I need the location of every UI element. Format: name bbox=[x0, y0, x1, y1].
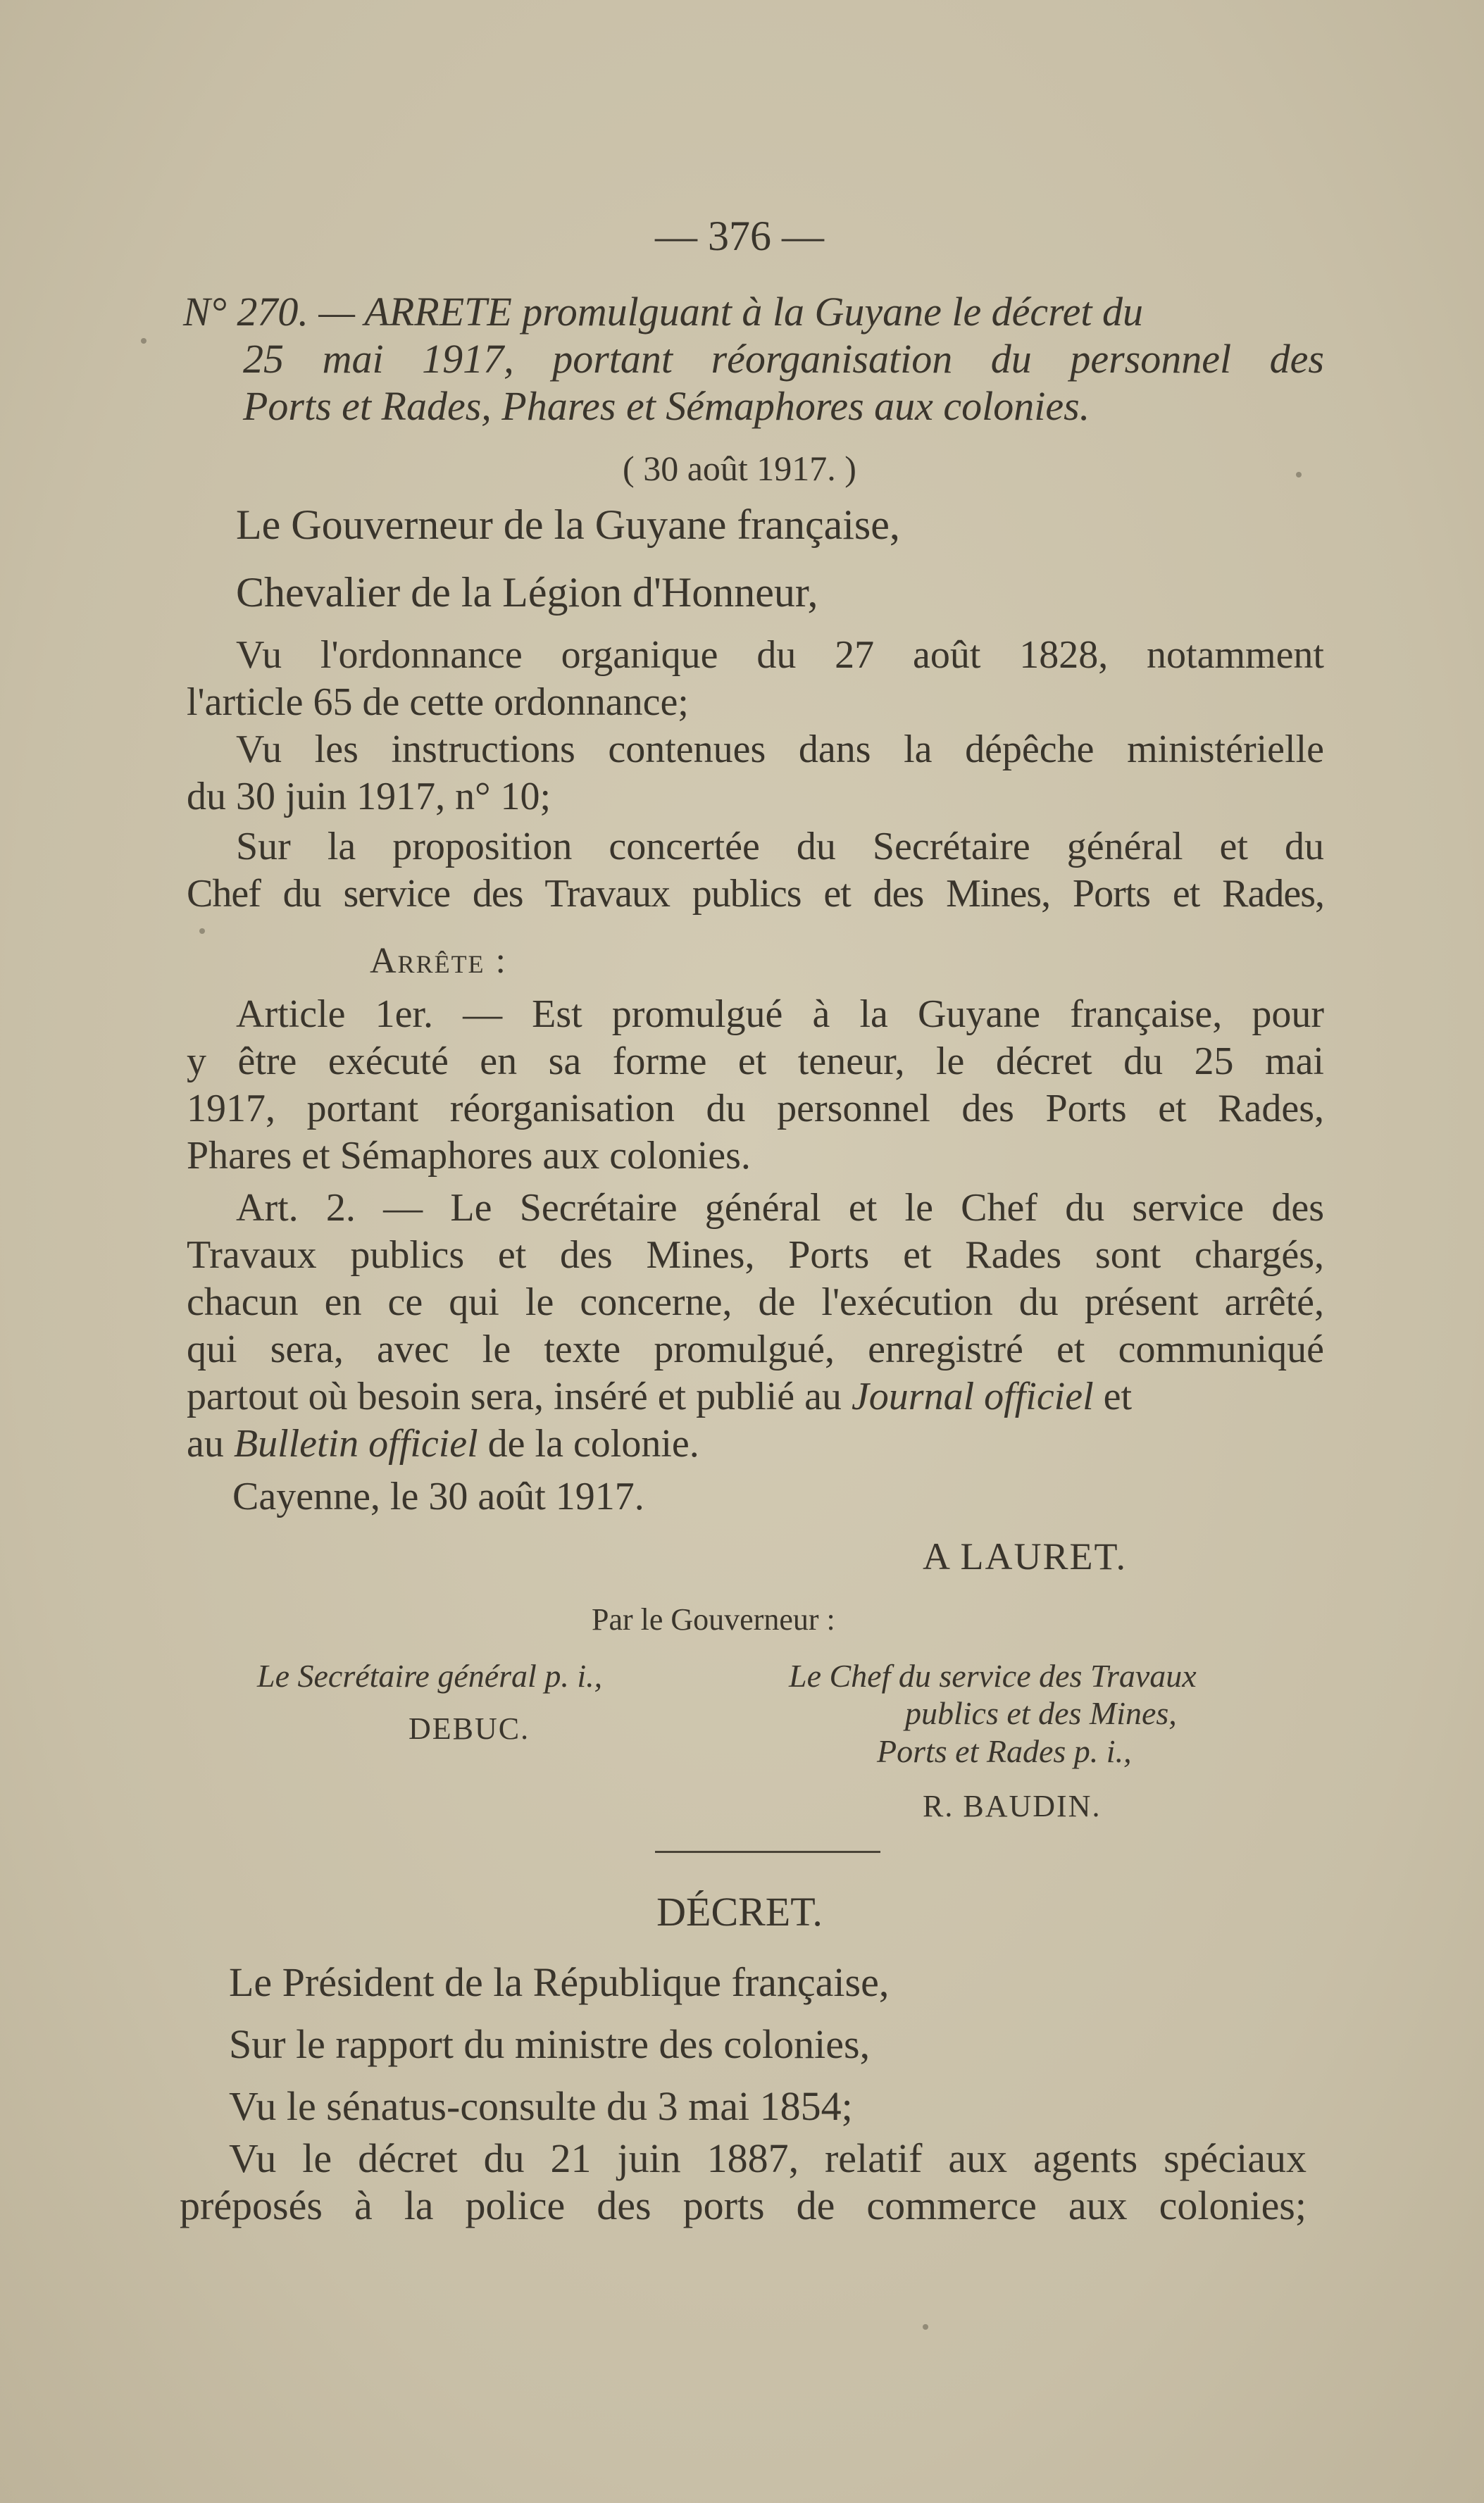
article1-line-2: y être exécuté en sa forme et teneur, le décret du 25 mai bbox=[187, 1040, 1324, 1083]
article1-line-4: Phares et Sémaphores aux colonies. bbox=[187, 1134, 751, 1178]
decret-vu-2-line-1: Vu le décret du 21 juin 1887, relatif aux agents spéciaux bbox=[229, 2135, 1307, 2181]
journal-officiel: Journal officiel bbox=[851, 1375, 1094, 1418]
article2-text-6b: de la colonie. bbox=[478, 1422, 699, 1466]
decret-vu-2-line-2: préposés à la police des ports de commerce aux colonies; bbox=[180, 2183, 1307, 2228]
arrete-intro-1: Le Gouverneur de la Guyane française, bbox=[236, 501, 900, 548]
heading-line-3: Ports et Rades, Phares et Sémaphores aux colonies. bbox=[243, 383, 1090, 429]
bulletin-officiel: Bulletin officiel bbox=[233, 1422, 478, 1466]
arrete-sur-line-1: Sur la proposition concertée du Secrétaire général et du bbox=[236, 825, 1324, 868]
right-signature-title-1: Le Chef du service des Travaux bbox=[789, 1658, 1197, 1694]
decret-vu-1: Vu le sénatus-consulte du 3 mai 1854; bbox=[229, 2083, 853, 2129]
arrete-vu2-line-1: Vu les instructions contenues dans la dépêche ministérielle bbox=[236, 728, 1324, 771]
heading-line-2: 25 mai 1917, portant réorganisation du personnel des bbox=[243, 336, 1324, 382]
article1-line-3: 1917, portant réorganisation du personnel des Ports et Rades, bbox=[187, 1087, 1324, 1130]
arrete-vu2-line-2: du 30 juin 1917, n° 10; bbox=[187, 775, 551, 818]
article2-line-5 bbox=[187, 1372, 1324, 1421]
article2-text-6a: au bbox=[187, 1422, 234, 1466]
arrete-intro-2: Chevalier de la Légion d'Honneur, bbox=[236, 569, 818, 616]
right-signature-title-3: Ports et Rades p. i., bbox=[877, 1733, 1132, 1769]
article2-line-1: Art. 2. — Le Secrétaire général et le Chef du service des bbox=[236, 1186, 1324, 1230]
print-speck bbox=[923, 2324, 928, 2330]
heading-line-1 bbox=[183, 287, 1324, 337]
par-le-gouverneur: Par le Gouverneur : bbox=[592, 1602, 835, 1637]
article2-text-5a: partout où besoin sera, inséré et publié au bbox=[187, 1375, 852, 1418]
left-signature-name: DEBUC. bbox=[409, 1711, 530, 1746]
arrete-sur-line-2: Chef du service des Travaux publics et des Mines, Ports et Rades, bbox=[187, 872, 1324, 916]
signer-name: A LAURET. bbox=[923, 1535, 1127, 1578]
article2-line-2: Travaux publics et des Mines, Ports et Rades sont chargés, bbox=[187, 1233, 1324, 1277]
article2-text-5b: et bbox=[1093, 1375, 1133, 1418]
page-number: — 376 — bbox=[655, 213, 824, 259]
arrete-vu1-line-2: l'article 65 de cette ordonnance; bbox=[187, 680, 689, 724]
print-speck bbox=[141, 338, 146, 344]
place-date: Cayenne, le 30 août 1917. bbox=[232, 1475, 644, 1518]
heading-date: ( 30 août 1917. ) bbox=[623, 449, 856, 488]
arrete-vu1-line-1: Vu l'ordonnance organique du 27 août 1828, notamment bbox=[236, 633, 1324, 677]
heading-text-1: N° 270. — ARRETE promulguant à la Guyane le décret du bbox=[183, 289, 1143, 335]
section-divider bbox=[655, 1851, 880, 1853]
decret-title: DÉCRET. bbox=[656, 1889, 823, 1935]
arrete-label: Arrête : bbox=[370, 941, 507, 981]
print-speck bbox=[1296, 472, 1302, 477]
decret-intro-2: Sur le rapport du ministre des colonies, bbox=[229, 2021, 871, 2067]
right-signature-name: R. BAUDIN. bbox=[923, 1789, 1102, 1823]
article1-line-1: Article 1er. — Est promulgué à la Guyane française, pour bbox=[236, 992, 1324, 1036]
left-signature-title: Le Secrétaire général p. i., bbox=[257, 1658, 603, 1694]
print-speck bbox=[199, 928, 205, 934]
article2-line-4: qui sera, avec le texte promulgué, enregistré et communiqué bbox=[187, 1328, 1324, 1371]
article2-line-6 bbox=[187, 1419, 1324, 1468]
right-signature-title-2: publics et des Mines, bbox=[905, 1695, 1177, 1731]
article2-line-3: chacun en ce qui le concerne, de l'exécution du présent arrêté, bbox=[187, 1280, 1324, 1324]
decret-intro-1: Le Président de la République française, bbox=[229, 1959, 890, 2005]
